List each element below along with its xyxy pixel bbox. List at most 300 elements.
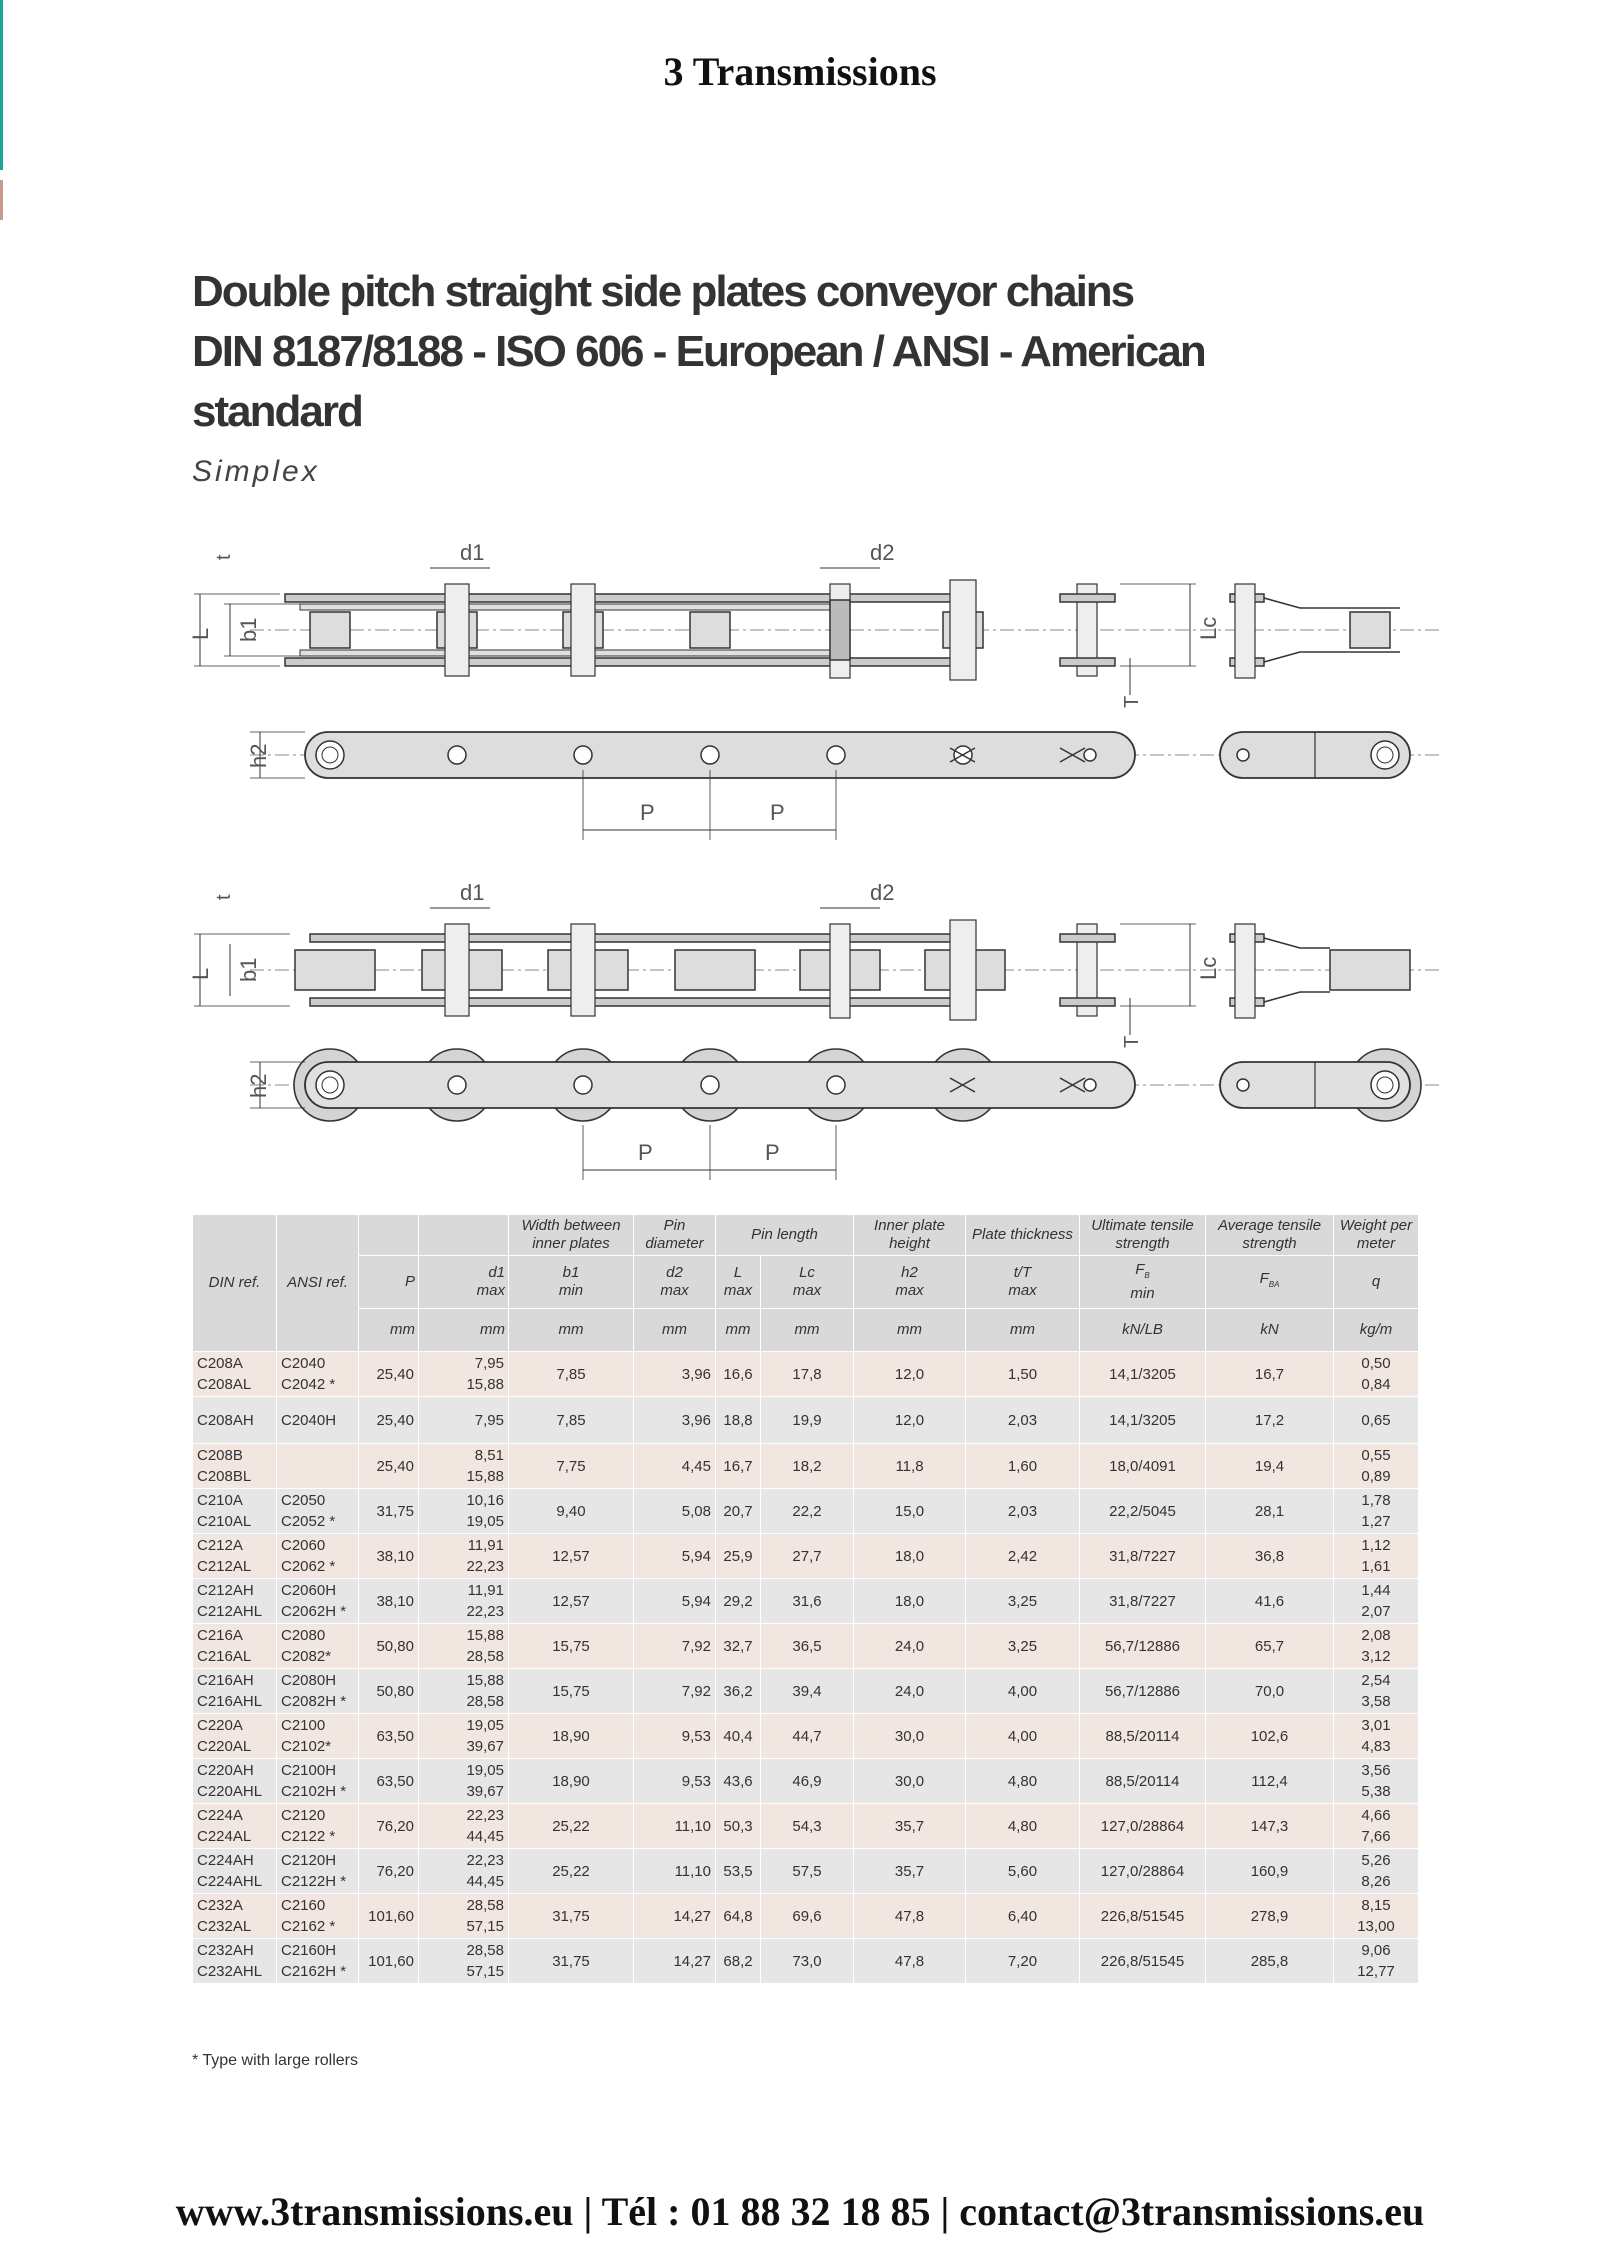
cell-l [716,1534,761,1579]
cell-value: 36,5 [792,1637,822,1655]
cell-value: C2122 * [281,1828,336,1845]
cell-t [966,1352,1080,1397]
cell-value: 22,23 [466,1603,504,1620]
label-d1: d1 [460,540,485,565]
col-q-desc: Weight per meter [1334,1215,1419,1256]
cell-q [1334,1397,1419,1444]
cell-value: 10,16 [466,1492,504,1509]
cell-q [1334,1849,1419,1894]
cell-value: C208A [197,1355,243,1372]
cell-b1 [509,1624,634,1669]
cell-value: 88,5/20114 [1105,1727,1180,1745]
cell-p [359,1489,419,1534]
cell-value: 8,51 [474,1447,504,1464]
cell-din [193,1849,277,1894]
cell-value: C216AL [197,1648,252,1665]
cell-b1 [509,1759,634,1804]
cell-value: 39,67 [466,1738,504,1755]
cell-value: 15,75 [552,1682,590,1700]
cell-value: 28,58 [466,1693,504,1710]
label-h2-2: h2 [246,1073,271,1098]
cell-din [193,1669,277,1714]
cell-b1 [509,1669,634,1714]
cell-value: 11,91 [467,1582,504,1599]
table-row [193,1397,1419,1444]
label-t-2: t [213,894,235,900]
cell-value: 16,7 [1254,1365,1285,1383]
cell-value: 44,45 [466,1828,504,1845]
cell-value: 15,88 [466,1627,504,1644]
cell-lc [761,1759,854,1804]
cell-value: 5,94 [681,1592,711,1610]
chain-spec-table [192,1214,1419,1984]
cell-h2 [854,1352,966,1397]
cell-value: 13,00 [1357,1918,1395,1935]
cell-value: 32,7 [723,1637,753,1655]
cell-value: 3,96 [681,1365,711,1383]
cell-value: C2040 [281,1355,326,1372]
cell-ansi [277,1397,359,1444]
unit-lc: mm [761,1309,854,1352]
cell-value: 5,38 [1361,1783,1391,1800]
cell-value: 20,7 [723,1502,753,1520]
cell-value: 0,89 [1361,1468,1391,1485]
spec-table-body [193,1352,1419,1984]
cell-value: 8,26 [1361,1873,1391,1890]
cell-value: C2062H * [281,1603,347,1620]
label-T: T [1121,695,1143,708]
cell-value: 76,20 [376,1862,414,1880]
cell-ansi [277,1849,359,1894]
cell-value: 14,27 [673,1907,711,1925]
cell-lc [761,1579,854,1624]
cell-value: 70,0 [1254,1682,1285,1700]
label-T-2: T [1121,1035,1143,1048]
cell-p [359,1534,419,1579]
cell-value: C2100 [281,1717,326,1734]
cell-q [1334,1894,1419,1939]
cell-value: 226,8/51545 [1100,1907,1185,1925]
cell-value: 7,95 [474,1355,504,1372]
cell-value: 40,4 [723,1727,753,1745]
cell-value: 50,80 [376,1682,414,1700]
cell-ansi [277,1669,359,1714]
cell-value: C212AH [197,1582,254,1599]
cell-p [359,1849,419,1894]
cell-fb [1080,1579,1206,1624]
cell-t [966,1759,1080,1804]
cell-l [716,1849,761,1894]
cell-p [359,1714,419,1759]
table-row [193,1939,1419,1984]
cell-value: 12,57 [552,1547,590,1565]
cell-din [193,1397,277,1444]
cell-ansi [277,1352,359,1397]
cell-h2 [854,1804,966,1849]
cell-value: 22,23 [466,1807,504,1824]
sym-l: L max [716,1256,761,1309]
cell-value: 29,2 [723,1592,753,1610]
cell-q [1334,1714,1419,1759]
cell-fb [1080,1669,1206,1714]
sym-t: t/T max [966,1256,1080,1309]
cell-value: 31,8/7227 [1109,1592,1176,1610]
cell-lc [761,1397,854,1444]
cell-value: 1,60 [1007,1457,1038,1475]
cell-value: C2082H * [281,1693,347,1710]
cell-lc [761,1534,854,1579]
cell-value: 285,8 [1250,1952,1289,1970]
cell-fb [1080,1714,1206,1759]
label-P-1: P [640,800,655,825]
cell-value: C208AL [197,1376,252,1393]
cell-value: 47,8 [894,1952,925,1970]
cell-q [1334,1624,1419,1669]
cell-value: C216AH [197,1672,254,1689]
cell-fb [1080,1804,1206,1849]
cell-l [716,1444,761,1489]
cell-b1 [509,1397,634,1444]
cell-fba [1206,1894,1334,1939]
cell-value: 31,8/7227 [1109,1547,1176,1565]
cell-value: 25,40 [376,1411,414,1429]
cell-value: 14,27 [673,1952,711,1970]
cell-value: C2040H [281,1411,337,1429]
label-h2: h2 [246,743,271,768]
cell-value: 15,75 [552,1637,590,1655]
cell-b1 [509,1714,634,1759]
cell-value: C224AHL [197,1873,263,1890]
cell-t [966,1804,1080,1849]
cell-value: 53,5 [723,1862,753,1880]
cell-value: 7,92 [681,1637,711,1655]
cell-t [966,1894,1080,1939]
cell-value: 1,61 [1361,1558,1391,1575]
cell-value: 3,58 [1361,1693,1391,1710]
cell-value: 19,05 [466,1717,504,1734]
brand-header: 3 Transmissions [663,49,937,94]
cell-value: C212A [197,1537,243,1554]
cell-value: 9,53 [681,1772,711,1790]
cell-value: 50,3 [723,1817,753,1835]
cell-fba [1206,1444,1334,1489]
cell-value: 15,88 [466,1468,504,1485]
cell-t [966,1534,1080,1579]
cell-p [359,1352,419,1397]
cell-value: C2052 * [281,1513,336,1530]
cell-value: 1,12 [1361,1537,1391,1554]
cell-value: C232AH [197,1942,254,1959]
col-din-ref: DIN ref. [193,1215,277,1352]
cell-value: 15,88 [466,1376,504,1393]
page-title [192,262,1205,442]
cell-value: 11,10 [674,1862,711,1880]
cell-h2 [854,1894,966,1939]
footnote: * Type with large rollers [192,2052,358,2069]
unit-p: mm [359,1309,419,1352]
cell-value: 2,03 [1007,1502,1038,1520]
cell-p [359,1397,419,1444]
label-P-3: P [638,1140,653,1165]
cell-fba [1206,1489,1334,1534]
cell-fba [1206,1579,1334,1624]
cell-lc [761,1894,854,1939]
cell-value: 31,75 [552,1907,590,1925]
table-row [193,1579,1419,1624]
cell-value: 127,0/28864 [1100,1862,1185,1880]
cell-p [359,1804,419,1849]
cell-lc [761,1849,854,1894]
cell-value: 5,08 [681,1502,711,1520]
cell-value: C2060H [281,1582,337,1599]
cell-value: 11,10 [674,1817,711,1835]
cell-value: 31,75 [552,1952,590,1970]
cell-q [1334,1352,1419,1397]
cell-value: 278,9 [1250,1907,1289,1925]
cell-value: 2,07 [1361,1603,1391,1620]
cell-value: 12,57 [552,1592,590,1610]
cell-value: C2122H * [281,1873,347,1890]
cell-d2 [634,1714,716,1759]
cell-l [716,1804,761,1849]
cell-value: C2042 * [281,1376,336,1393]
header-row-symbols [193,1256,1419,1309]
cell-d1 [419,1397,509,1444]
cell-value: 2,42 [1007,1547,1038,1565]
sym-fba: $F_{BA}$ [1206,1256,1334,1309]
col-fb-desc: Ultimate tensile strength [1080,1215,1206,1256]
cell-q [1334,1939,1419,1984]
cell-value: 19,4 [1254,1457,1285,1475]
cell-d2 [634,1939,716,1984]
cell-value: 18,8 [723,1411,753,1429]
cell-lc [761,1669,854,1714]
cell-value: 28,58 [466,1648,504,1665]
cell-value: 28,58 [466,1897,504,1914]
sym-fb: $F_B$ min [1080,1256,1206,1309]
cell-value: 7,75 [556,1457,586,1475]
cell-l [716,1669,761,1714]
unit-d1: mm [419,1309,509,1352]
label-d1-2: d1 [460,880,485,905]
cell-h2 [854,1939,966,1984]
cell-value: 36,2 [723,1682,753,1700]
cell-d2 [634,1397,716,1444]
cell-value: 9,40 [556,1502,586,1520]
cell-h2 [854,1534,966,1579]
col-fba-desc: Average tensile strength [1206,1215,1334,1256]
title-line-1: Double pitch straight side plates conveyor chains [192,267,1134,316]
table-row [193,1444,1419,1489]
cell-value: 47,8 [894,1907,925,1925]
cell-value: 3,01 [1361,1717,1391,1734]
cell-p [359,1894,419,1939]
cell-l [716,1624,761,1669]
table-row [193,1489,1419,1534]
cell-din [193,1444,277,1489]
unit-fb: kN/LB [1080,1309,1206,1352]
table-row [193,1534,1419,1579]
cell-t [966,1939,1080,1984]
cell-t [966,1624,1080,1669]
cell-value: 38,10 [376,1592,414,1610]
cell-value: 112,4 [1251,1772,1288,1790]
label-P-2: P [770,800,785,825]
cell-value: 27,7 [792,1547,822,1565]
cell-value: 44,7 [792,1727,822,1745]
cell-value: 4,45 [681,1457,711,1475]
cell-q [1334,1579,1419,1624]
cell-value: 18,0/4091 [1109,1457,1176,1475]
cell-value: C2062 * [281,1558,336,1575]
cell-value: C2080 [281,1627,326,1644]
cell-d1 [419,1489,509,1534]
cell-value: C2060 [281,1537,326,1554]
table-row [193,1669,1419,1714]
cell-d2 [634,1489,716,1534]
cell-value: 15,88 [466,1672,504,1689]
header-row-descriptions [193,1215,1419,1256]
cell-d1 [419,1714,509,1759]
chain-technical-drawing [180,520,1440,1180]
cell-h2 [854,1579,966,1624]
cell-value: C220AHL [197,1783,263,1800]
cell-l [716,1714,761,1759]
cell-t [966,1714,1080,1759]
cell-l [716,1759,761,1804]
cell-q [1334,1759,1419,1804]
cell-fb [1080,1489,1206,1534]
cell-l [716,1894,761,1939]
cell-value: 6,40 [1007,1907,1038,1925]
cell-ansi [277,1714,359,1759]
cell-t [966,1444,1080,1489]
cell-d1 [419,1759,509,1804]
cell-q [1334,1804,1419,1849]
cell-din [193,1894,277,1939]
cell-value: 3,12 [1361,1648,1391,1665]
cell-value: 0,50 [1361,1355,1391,1372]
cell-h2 [854,1397,966,1444]
cell-value: 54,3 [792,1817,822,1835]
cell-l [716,1579,761,1624]
cell-fba [1206,1804,1334,1849]
cell-value: 65,7 [1254,1637,1285,1655]
cell-din [193,1534,277,1579]
cell-value: 8,15 [1361,1897,1391,1914]
cell-d1 [419,1804,509,1849]
cell-value: 7,92 [681,1682,711,1700]
cell-value: C2120H [281,1852,337,1869]
cell-lc [761,1444,854,1489]
top-view-large-rollers [188,880,1440,1048]
cell-b1 [509,1804,634,1849]
cell-p [359,1939,419,1984]
cell-fb [1080,1759,1206,1804]
sym-h2: h2 max [854,1256,966,1309]
cell-l [716,1352,761,1397]
cell-p [359,1624,419,1669]
cell-fb [1080,1624,1206,1669]
side-view-standard [246,732,1440,840]
cell-value: 14,1/3205 [1109,1365,1176,1383]
cell-b1 [509,1849,634,1894]
col-h2-desc: Inner plate height [854,1215,966,1256]
cell-d2 [634,1444,716,1489]
cell-p [359,1759,419,1804]
cell-value: 88,5/20114 [1105,1772,1180,1790]
cell-fb [1080,1352,1206,1397]
cell-value: 4,80 [1007,1772,1038,1790]
cell-q [1334,1444,1419,1489]
cell-value: 22,23 [466,1558,504,1575]
cell-value: 28,58 [466,1942,504,1959]
cell-value: 30,0 [894,1772,925,1790]
cell-value: C220AH [197,1762,254,1779]
cell-lc [761,1624,854,1669]
cell-value: 43,6 [723,1772,753,1790]
cell-q [1334,1534,1419,1579]
cell-d2 [634,1804,716,1849]
cell-value: 25,40 [376,1457,414,1475]
unit-l: mm [716,1309,761,1352]
table-row [193,1759,1419,1804]
cell-ansi [277,1579,359,1624]
cell-value: C2080H [281,1672,337,1689]
cell-h2 [854,1669,966,1714]
cell-value: 19,05 [466,1513,504,1530]
col-b1-desc: Width between inner plates [509,1215,634,1256]
cell-din [193,1759,277,1804]
cell-value: 39,4 [792,1682,822,1700]
cell-value: C224AL [197,1828,252,1845]
cell-value: 22,2/5045 [1109,1502,1176,1520]
cell-value: 28,1 [1254,1502,1285,1520]
cell-ansi [277,1759,359,1804]
sym-d1: d1 max [419,1256,509,1309]
cell-d1 [419,1624,509,1669]
left-accent-bar-secondary [0,180,3,220]
cell-value: 44,45 [466,1873,504,1890]
cell-value: C2102* [281,1738,332,1755]
cell-b1 [509,1579,634,1624]
cell-value: 1,78 [1361,1492,1391,1509]
cell-value: 35,7 [894,1817,925,1835]
sym-p: P [359,1256,419,1309]
cell-value: 11,91 [467,1537,504,1554]
cell-value: 4,80 [1007,1817,1038,1835]
cell-din [193,1939,277,1984]
cell-value: 11,8 [895,1457,924,1475]
cell-d2 [634,1849,716,1894]
cell-value: 9,06 [1361,1942,1391,1959]
cell-value: C232AHL [197,1963,263,1980]
cell-value: 36,8 [1254,1547,1285,1565]
cell-value: 18,0 [894,1592,925,1610]
cell-value: 2,08 [1361,1627,1391,1644]
cell-value: C2162H * [281,1963,347,1980]
cell-value: 56,7/12886 [1104,1682,1181,1700]
unit-t: mm [966,1309,1080,1352]
cell-b1 [509,1939,634,1984]
cell-value: 69,6 [792,1907,822,1925]
cell-din [193,1352,277,1397]
cell-lc [761,1939,854,1984]
cell-h2 [854,1624,966,1669]
cell-fba [1206,1397,1334,1444]
cell-value: 0,65 [1361,1411,1391,1429]
cell-d2 [634,1894,716,1939]
